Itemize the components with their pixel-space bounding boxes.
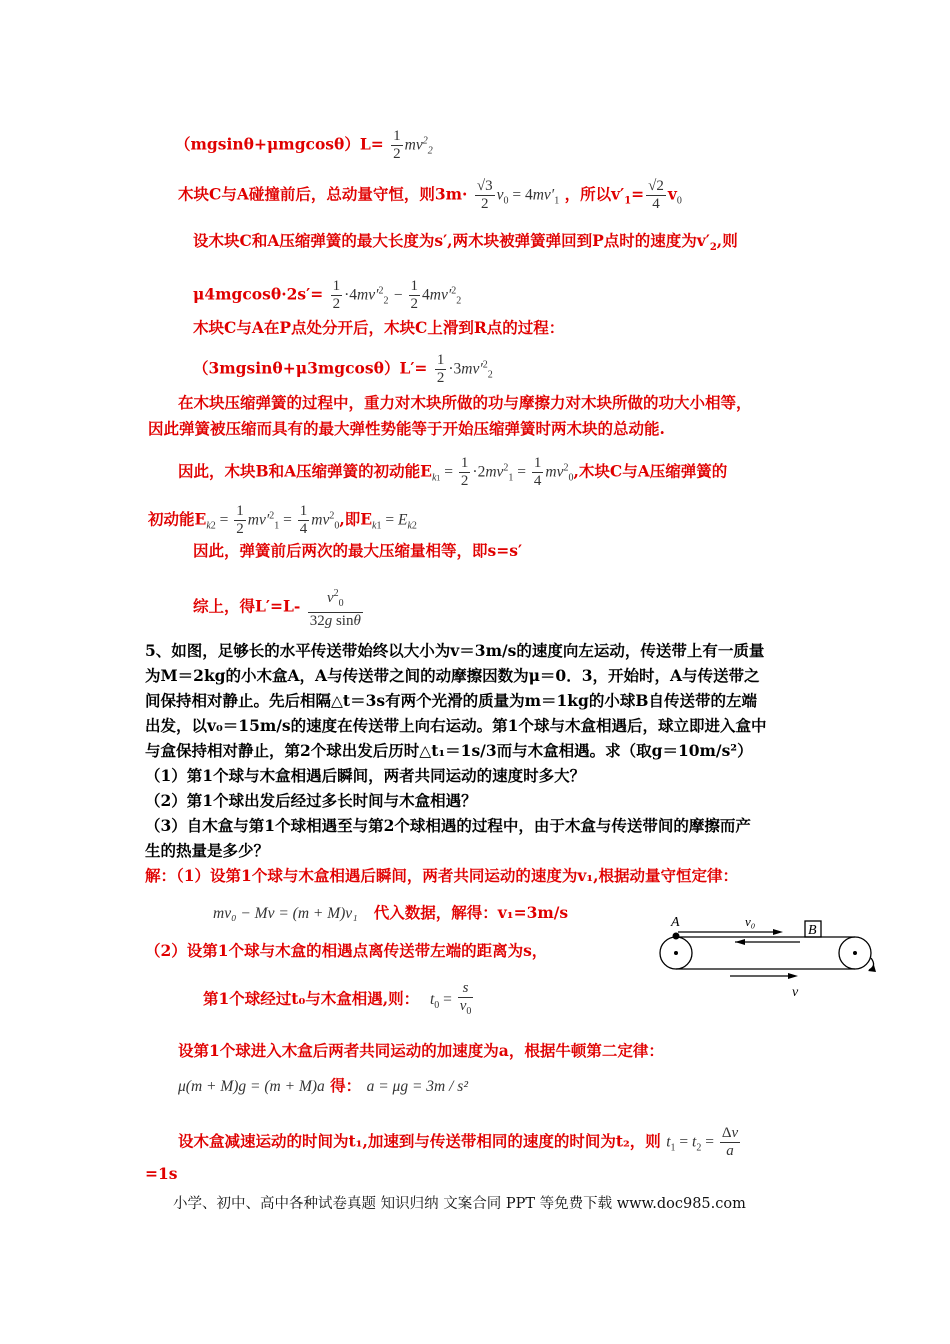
equation-line-6: （3mgsinθ+μ3mgcosθ）L′= $\frac{1}{2}$ $\cdot 3mv'^2_2$ — [193, 352, 493, 386]
solution-line-8: =1s — [145, 1164, 178, 1183]
equation-line-10: 初动能$E_{k2}$ = $\frac{1}{2}$ $mv'^2_1$ = $\frac{1}{4}$ $mv^2_0$,即$E_{k1} = E_{k2}$ — [148, 503, 417, 537]
box-a — [673, 933, 680, 940]
rotation-arrowhead — [868, 965, 876, 972]
problem-line-4: 出发，以v₀＝15m/s的速度在传送带上向右运动。第1个球与木盒相遇后，球立即进入盒中 — [145, 716, 767, 735]
equation-line-2: 木块C与A碰撞前后，总动量守恒，则3m· $\frac{√3}{2}$ $v_0 = 4mv'_1$ ，所以$v'_1=$ $\frac{√2}{4}$ $v_0$ — [178, 178, 682, 212]
problem-line-1: 5、如图，足够长的水平传送带始终以大小为v＝3m/s的速度向左运动，传送带上有一质量 — [145, 641, 765, 660]
equation-line-4: μ4mgcosθ·2s′= $\frac{1}{2}$ $\cdot 4mv'^2_2$ − $\frac{1}{2}$ $4mv'^2_2$ — [193, 278, 462, 312]
equation-line-9: 因此，木块B和A压缩弹簧的初动能$E_{k1}$ = $\frac{1}{2}$ $\cdot 2mv^2_1$ = $\frac{1}{4}$ $mv^2_0$,木块C与A压缩弹簧的 — [178, 455, 728, 489]
question-2: （2）第1个球出发后经过多长时间与木盒相遇？ — [145, 791, 477, 810]
solution-line-2: mv₀ − Mv = (m + M)v₁ 代入数据，解得：v₁=3m/s — [213, 903, 569, 922]
text-line-11: 因此，弹簧前后两次的最大压缩量相等，即s=s′ — [193, 541, 523, 560]
text-line-8: 因此弹簧被压缩而具有的最大弹性势能等于开始压缩弹簧时两木块的总动能. — [148, 419, 665, 438]
fraction: $\frac{1}{2}$ — [393, 128, 401, 162]
text-line-7: 在木块压缩弹簧的过程中，重力对木块所做的功与摩擦力对木块所做的功大小相等， — [178, 393, 752, 412]
label-a: A — [671, 915, 680, 930]
label-b: B — [808, 923, 817, 938]
problem-line-3: 间保持相对静止。先后相隔△t＝3s有两个光滑的质量为m＝1kg的小球B自传送带的左端 — [145, 691, 757, 710]
label-v0: v₀ — [745, 914, 756, 929]
equation-line-1: （mgsinθ+μmgcosθ）L= $\frac{1}{2}$ $mv^2_2$ — [175, 128, 433, 162]
equation-text: （mgsinθ+μmgcosθ）L= — [175, 134, 384, 154]
question-1: （1）第1个球与木盒相遇后瞬间，两者共同运动的速度时多大？ — [145, 766, 586, 785]
text-line-5: 木块C与A在P点处分开后，木块C上滑到R点的过程： — [193, 318, 565, 337]
page-footer: 小学、初中、高中各种试卷真题 知识归纳 文案合同 PPT 等免费下载 www.doc985.com — [173, 1196, 746, 1212]
question-3a: （3）自木盒与第1个球相遇至与第2个球相遇的过程中，由于木盒与传送带间的摩擦而产 — [145, 816, 751, 835]
equation-line-12: 综上，得L′=L- $\frac{v^2_0}{\text{32g sinθ}}$ — [193, 585, 365, 630]
v-arrowhead — [788, 973, 798, 979]
problem-line-5: 与盒保持相对静止，第2个球出发后历时△t₁＝1s/3而与木盒相遇。求（取g＝10m/s²） — [145, 741, 753, 760]
solution-line-7: 设木盒减速运动的时间为t₁,加速到与传送带相同的速度的时间为t₂，则 $t_1 = t_2$ = $\frac{\Delta v}{a}$ — [178, 1125, 739, 1159]
conveyor-belt-diagram — [655, 910, 890, 1005]
solution-line-4: 第1个球经过t₀与木盒相遇,则： $t_0$ = $\frac{s}{v_0}$ — [203, 980, 472, 1017]
text-line-3: 设木块C和A压缩弹簧的最大长度为s′,两木块被弹簧弹回到P点时的速度为$v'_2$,则 — [193, 231, 738, 254]
solution-line-5: 设第1个球进入木盒后两者共同运动的加速度为a，根据牛顿第二定律： — [178, 1041, 664, 1060]
problem-line-2: 为M＝2kg的小木盒A，A与传送带之间的动摩擦因数为μ＝0．3，开始时，A与传送带之 — [145, 666, 760, 685]
question-3b: 生的热量是多少？ — [145, 841, 270, 860]
v0-arrowhead — [773, 929, 783, 935]
solution-line-6: μ(m + M)g = (m + M)a 得： a = μg = 3m / s² — [178, 1076, 468, 1095]
solution-line-1: 解：（1）设第1个球与木盒相遇后瞬间，两者共同运动的速度为v₁,根据动量守恒定律： — [145, 866, 739, 885]
belt-arrowhead — [735, 939, 745, 945]
solution-line-3: （2）设第1个球与木盒的相遇点离传送带左端的距离为s， — [145, 941, 548, 960]
label-v: v — [792, 985, 799, 1000]
